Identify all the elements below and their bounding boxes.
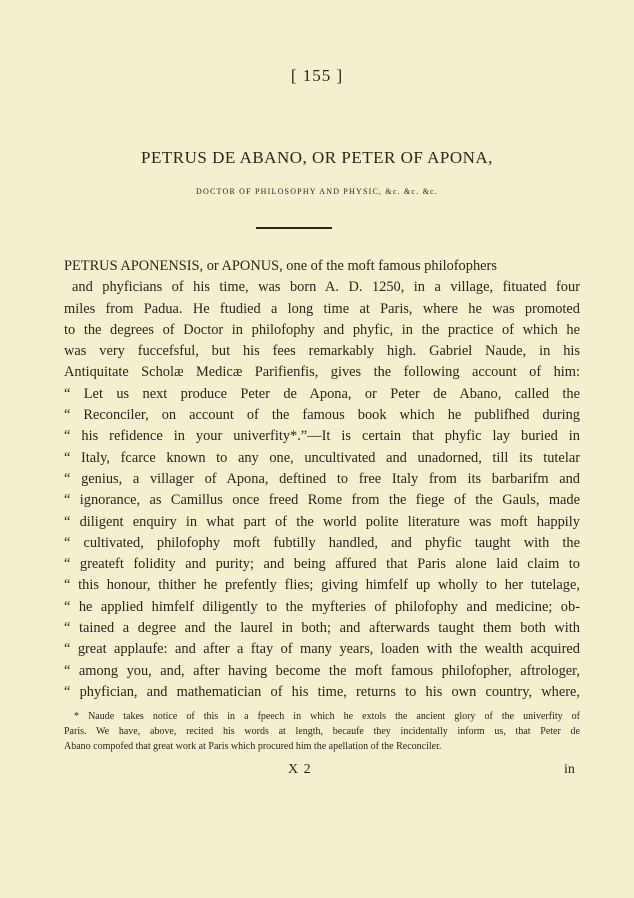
body-line: “ ignorance, as Camillus once freed Rome from the fiege of the Gauls, made — [64, 492, 580, 509]
chapter-title: PETRUS DE ABANO, OR PETER OF APONA, — [141, 148, 493, 167]
body-line: “ phyfician, and mathematician of his time, returns to his own country, where, — [64, 683, 580, 700]
body-line: “ Let us next produce Peter de Apona, or Peter de Abano, called the — [64, 385, 580, 402]
page-number: [ 155 ] — [290, 66, 344, 85]
body-line: “ great applaufe: and after a ftay of many years, loaden with the wealth acquired — [64, 641, 580, 658]
ornamental-rule — [256, 227, 332, 229]
body-line: “ he applied himfelf diligently to the myfteries of philofophy and medicine; ob- — [64, 598, 580, 615]
footnote — [64, 709, 580, 754]
footnote-line: Abano compofed that great work at Paris which procured him the apellation of the Reconciler. — [64, 741, 442, 752]
signature-mark: X 2 — [288, 762, 312, 777]
body-line: miles from Padua. He ftudied a long time at Paris, where he was promoted — [64, 300, 580, 317]
body-line: “ among you, and, after having become the moft famous philofopher, aftrologer, — [64, 662, 580, 679]
body-line: was very fuccefsful, but his fees remarkably high. Gabriel Naude, in his — [64, 343, 580, 360]
body-line: “ Italy, fcarce known to any one, uncultivated and unadorned, till its tutelar — [64, 449, 580, 466]
body-line: “ diligent enquiry in what part of the world polite literature was moft happily — [64, 513, 580, 530]
body-line: “ tained a degree and the laurel in both; and afterwards taught them both with — [64, 620, 580, 637]
body-line: PETRUS APONENSIS, or APONUS, one of the moft famous philofophers — [64, 258, 497, 274]
body-line: “ cultivated, philofophy moft fubtilly handled, and phyfic taught with the — [64, 534, 580, 551]
footnote-line: * Naude takes notice of this in a fpeech in which he extols the ancient glory of the univerfity of — [74, 711, 580, 722]
body-line: and phyficians of his time, was born A. D. 1250, in a village, fituated four — [72, 279, 580, 296]
body-line: “ Reconciler, on account of the famous book which he publifhed during — [64, 407, 580, 424]
chapter-subtitle: DOCTOR OF PHILOSOPHY AND PHYSIC, &c. &c. &c. — [196, 187, 438, 196]
body-text — [64, 256, 580, 703]
body-line: “ this honour, thither he prefently flies; giving himfelf up wholly to her tutelage, — [64, 577, 580, 594]
catchword: in — [564, 762, 575, 777]
body-line: “ genius, a villager of Apona, deftined to free Italy from its barbarifm and — [64, 470, 580, 487]
body-line: “ greateft folidity and purity; and being affured that Paris alone laid claim to — [64, 556, 580, 573]
body-line: Antiquitate Scholæ Medicæ Parifienfis, gives the following account of him: — [64, 364, 580, 381]
body-line: “ his refidence in your univerfity*.”—It is certain that phyfic lay buried in — [64, 428, 580, 445]
footnote-line: Paris. We have, above, recited his words at length, becaufe they incidentally inform us, that Peter de — [64, 726, 580, 737]
body-line: to the degrees of Doctor in philofophy and phyfic, in the practice of which he — [64, 321, 580, 338]
